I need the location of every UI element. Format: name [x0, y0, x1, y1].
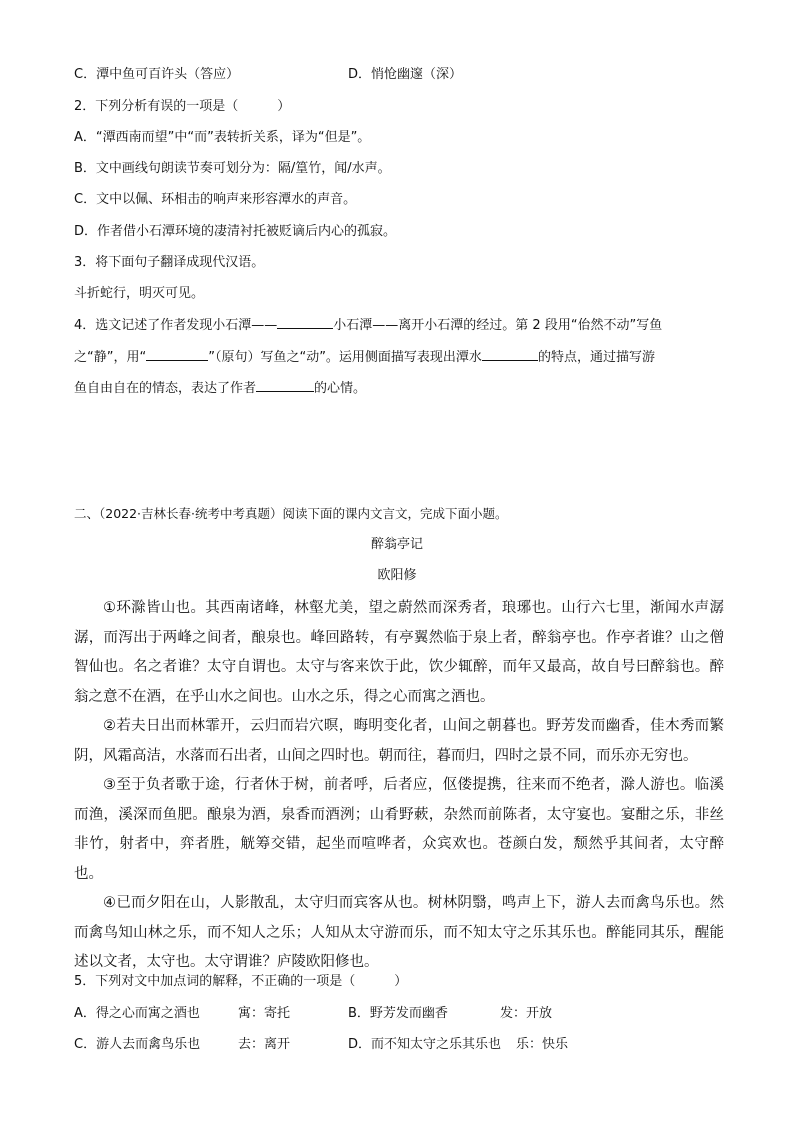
essay-title: 醉翁亭记 [370, 537, 423, 552]
q4-text-3b: 的心情。 [314, 381, 367, 396]
q5-option-b: B．野芳发而幽香 [348, 1006, 448, 1021]
essay-paragraph-3: ③至于负者歌于途，行者休于树，前者呼，后者应，伛偻提携，往来而不绝者，滁人游也。临溪而渔，溪深而鱼肥。酿泉为酒，泉香而酒洌；山肴野蔌，杂然而前陈者，太守宴也。宴酣之乐，非丝非竹，射者中，弈者胜，觥筹交错，起坐而喧哗者，众宾欢也。苍颜白发，颓然乎其间者，太守醉也。 [74, 777, 724, 882]
essay-body [74, 594, 724, 978]
q4-text-2a: 之“静”，用“ [74, 350, 147, 365]
q1-option-d-text: D．悄怆幽邃（深） [348, 67, 463, 82]
q4-blank-1[interactable] [277, 316, 333, 329]
q4-text-2c: 的特点，通过描写游 [537, 350, 655, 365]
essay-paragraph-2: ②若夫日出而林霏开，云归而岩穴暝，晦明变化者，山间之朝暮也。野芳发而幽香，佳木秀而繁阴，风霜高洁，水落而石出者，山间之四时也。朝而往，暮而归，四时之景不同，而乐亦无穷也。 [74, 718, 724, 764]
q5-option-d: D．而不知太守之乐其乐也 [348, 1037, 502, 1052]
q5-option-b-gloss: 发：开放 [500, 1006, 553, 1021]
q4-text-1b: 小石潭——离开小石潭的经过。第 2 段用“佁然不动”写鱼 [333, 318, 663, 333]
q4-line-3 [74, 379, 366, 398]
q4-text-2b: ”（原句）写鱼之“动”。运用侧面描写表现出潭水 [208, 350, 482, 365]
q4-line-2 [74, 348, 655, 367]
essay-author: 欧阳修 [377, 568, 417, 583]
q4-blank-2[interactable] [146, 348, 208, 361]
q3-stem: 3．将下面句子翻译成现代汉语。 [74, 255, 265, 270]
q2-option-b: B．文中画线句朗读节奏可划分为：隔/篁竹，闻/水声。 [74, 161, 391, 176]
q4-text-1a: 4．选文记述了作者发现小石潭—— [74, 318, 278, 333]
q5-option-c: C．游人去而禽鸟乐也 [74, 1037, 201, 1052]
q2-option-c: C．文中以佩、环相击的响声来形容潭水的声音。 [74, 192, 357, 207]
q1-option-d [348, 66, 462, 84]
q5-option-a-gloss: 寓：寄托 [238, 1006, 291, 1021]
q4-blank-3[interactable] [482, 348, 538, 361]
q5-option-d-gloss: 乐：快乐 [516, 1037, 569, 1052]
essay-paragraph-1: ①环滁皆山也。其西南诸峰，林壑尤美，望之蔚然而深秀者，琅琊也。山行六七里，渐闻水声潺潺，而泻出于两峰之间者，酿泉也。峰回路转，有亭翼然临于泉上者，醉翁亭也。作亭者谁？山之僧智仙也。名之者谁？太守自谓也。太守与客来饮于此，饮少辄醉，而年又最高，故自号曰醉翁也。醉翁之意不在酒，在乎山水之间也。山水之乐，得之心而寓之酒也。 [74, 600, 724, 705]
q1-option-c-text: C．潭中鱼可百许头（答应） [74, 67, 240, 82]
q2-option-d: D．作者借小石潭环境的凄清衬托被贬谪后内心的孤寂。 [74, 224, 397, 239]
q5-option-c-gloss: 去：离开 [238, 1037, 291, 1052]
q3-sentence: 斗折蛇行，明灭可见。 [74, 286, 205, 301]
q2-stem: 2．下列分析有误的一项是（ ） [74, 99, 291, 114]
q4-line-1 [74, 316, 662, 335]
q5-option-a: A．得之心而寓之酒也 [74, 1006, 200, 1021]
q4-text-3a: 鱼自由自在的情态，表达了作者 [74, 381, 257, 396]
q4-blank-4[interactable] [256, 379, 314, 392]
q5-stem: 5．下列对文中加点词的解释，不正确的一项是（ ） [74, 974, 408, 989]
essay-paragraph-4: ④已而夕阳在山，人影散乱，太守归而宾客从也。树林阴翳，鸣声上下，游人去而禽鸟乐也。然而禽鸟知山林之乐，而不知人之乐；人知从太守游而乐，而不知太守之乐其乐也。醉能同其乐，醒能述以文者，太守也。太守谓谁？庐陵欧阳修也。 [74, 895, 724, 970]
q1-option-c [74, 66, 239, 84]
q2-option-a: A．“潭西南而望”中“而”表转折关系，译为“但是”。 [74, 130, 371, 145]
section2-header: 二、（2022·吉林长春·统考中考真题）阅读下面的课内文言文，完成下面小题。 [74, 506, 508, 521]
